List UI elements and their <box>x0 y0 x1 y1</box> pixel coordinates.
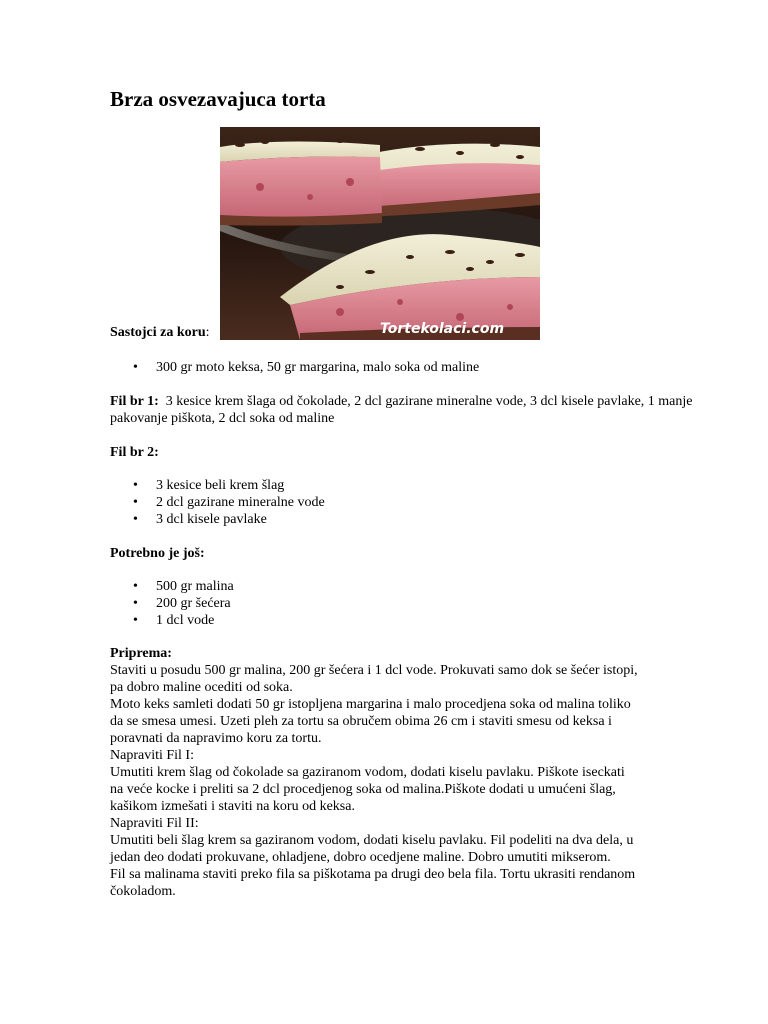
hero-row <box>110 127 700 341</box>
crust-ingredients-list <box>110 359 700 376</box>
preparation-line: kašikom izmešati i staviti na koru od keksa. <box>110 799 355 814</box>
bullet-icon: • <box>133 613 138 628</box>
filling-2-heading: Fil br 2: <box>110 445 159 460</box>
preparation-line: Napraviti Fil II: <box>110 816 199 831</box>
bullet-icon: • <box>133 478 138 493</box>
cake-photo-image <box>220 127 540 340</box>
preparation-line: Moto keks samleti dodati 50 gr istopljena margarina i malo procedjena soka od malina toliko <box>110 697 631 712</box>
filling-1-heading: Fil br 1: <box>110 394 159 409</box>
preparation-line: Napraviti Fil I: <box>110 748 194 763</box>
extra-heading: Potrebno je još: <box>110 546 205 561</box>
list-item: • 1 dcl vode <box>133 613 215 628</box>
preparation-line: pa dobro maline ocediti od soka. <box>110 680 293 695</box>
photo-watermark: Tortekolaci.com <box>380 321 505 337</box>
document-page <box>110 86 700 900</box>
crust-heading-colon: : <box>205 325 210 340</box>
crust-heading-text: Sastojci za koru <box>110 325 206 340</box>
bullet-icon: • <box>133 495 138 510</box>
preparation-line: Umutiti krem šlag od čokolade sa gaziranom vodom, dodati kiselu pavlaku. Piškote iseckati <box>110 765 625 780</box>
preparation-line: jedan deo dodati prokuvane, ohladjene, dobro ocedjene maline. Dobro umutiti mikserom. <box>110 850 611 865</box>
bullet-icon: • <box>133 512 138 527</box>
filling-2-list <box>110 477 700 528</box>
list-item: • 3 kesice beli krem šlag <box>133 478 285 493</box>
bullet-icon: • <box>133 596 138 611</box>
list-item: • 300 gr moto keksa, 50 gr margarina, malo soka od maline <box>133 360 480 375</box>
list-item: • 200 gr šećera <box>133 596 231 611</box>
filling-1-paragraph <box>110 393 700 427</box>
preparation-line: Staviti u posudu 500 gr malina, 200 gr šećera i 1 dcl vode. Prokuvati samo dok se šećer istopi, <box>110 663 638 678</box>
preparation-line: čokoladom. <box>110 884 176 899</box>
page-title: Brza osvezavajuca torta <box>110 87 326 111</box>
preparation-line: Umutiti beli šlag krem sa gaziranom vodom, dodati kiselu pavlaku. Fil podeliti na dva dela, u <box>110 833 634 848</box>
filling-1-text: 3 kesice krem šlaga od čokolade, 2 dcl gazirane mineralne vode, 3 dcl kisele pavlake, 1 manje pakovanje piškota, 2 dcl soka od maline <box>110 394 693 426</box>
preparation-body <box>110 662 700 900</box>
preparation-line: da se smesa umesi. Uzeti pleh za tortu sa obručem obima 26 cm i staviti smesu od keksa i <box>110 714 612 729</box>
bullet-icon: • <box>133 579 138 594</box>
preparation-line: poravnati da napravimo koru za tortu. <box>110 731 322 746</box>
list-item: • 3 dcl kisele pavlake <box>133 512 267 527</box>
preparation-heading: Priprema: <box>110 646 172 661</box>
bullet-icon: • <box>133 360 138 375</box>
extra-list <box>110 578 700 629</box>
preparation-line: na veće kocke i preliti sa 2 dcl procedjenog soka od malina.Piškote dodati u umućeni šlag, <box>110 782 616 797</box>
preparation-line: Fil sa malinama staviti preko fila sa piškotama pa drugi deo bela fila. Tortu ukrasiti rendanom <box>110 867 636 882</box>
list-item: • 2 dcl gazirane mineralne vode <box>133 495 325 510</box>
list-item: • 500 gr malina <box>133 579 234 594</box>
cake-photo <box>220 127 540 340</box>
crust-heading <box>110 324 210 341</box>
